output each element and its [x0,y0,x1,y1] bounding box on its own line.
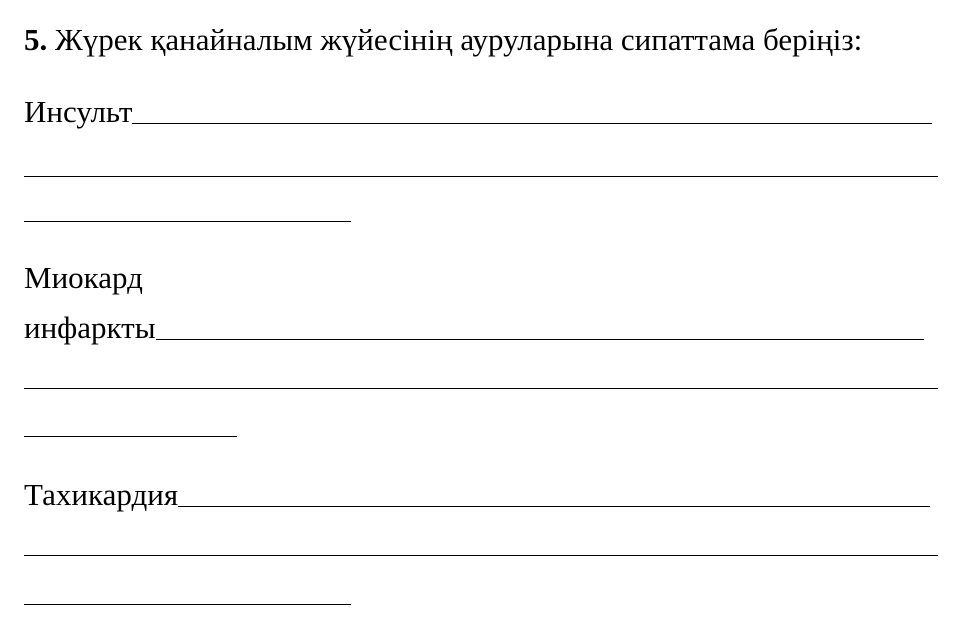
answer-blank-myocardial-1[interactable] [156,339,924,340]
answer-blank-tachycardia-3[interactable] [24,604,351,605]
term-tachycardia: Тахикардия [24,477,179,512]
answer-row-myocardial [24,310,932,346]
question-heading [24,22,862,58]
answer-blank-tachycardia-1[interactable] [178,506,930,507]
answer-blank-myocardial-3[interactable] [24,436,237,437]
answer-blank-stroke-2[interactable] [24,176,938,177]
question-text: Жүрек қанайналым жүйесінің ауруларына сипаттама беріңіз: [47,22,863,57]
answer-blank-stroke-3[interactable] [24,221,351,222]
term-myocardial-line1: Миокард [24,260,143,295]
answer-blank-stroke-1[interactable] [132,123,932,124]
answer-row-stroke [24,94,942,130]
answer-blank-tachycardia-2[interactable] [24,555,938,556]
answer-blank-myocardial-2[interactable] [24,388,938,389]
answer-row-tachycardia [24,477,940,513]
term-myocardial-line2: инфаркты [24,310,156,345]
term-stroke: Инсульт [24,94,133,129]
question-number: 5. [24,22,48,57]
